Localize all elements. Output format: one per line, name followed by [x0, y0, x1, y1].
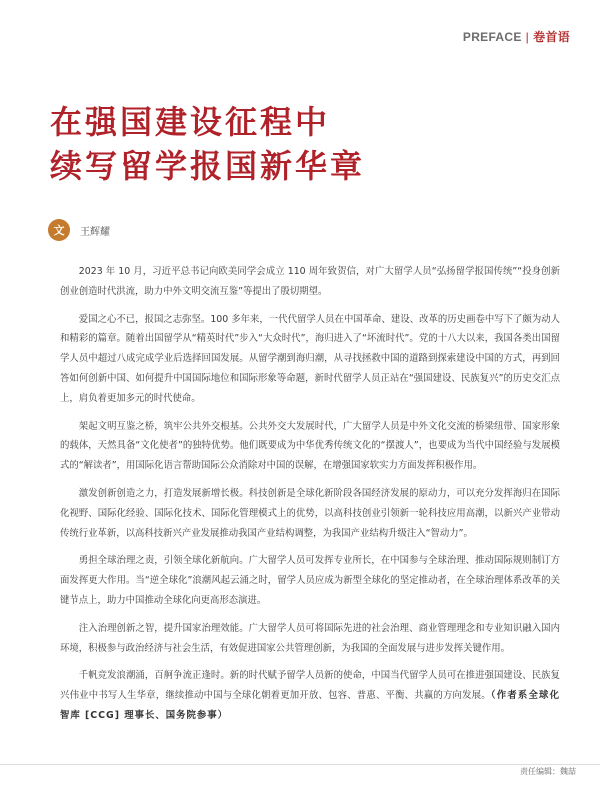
paragraph: 注入治理创新之智，提升国家治理效能。广大留学人员可将国际先进的社会治理、商业管理理念和专业知识融入国内环境，积极参与政治经济与社会生活，有效促进国家公共管理创新，为我国的全面发展与进步发挥关键作用。 — [60, 622, 560, 654]
author-credit: （作者系全球化智库 [CCG] 理事长、国务院参事） — [60, 690, 560, 721]
section-separator: | — [525, 30, 530, 44]
title-line-1: 在强国建设征程中 — [50, 103, 331, 141]
paragraph-final-text: 千帆竞发浪潮涌，百舸争流正逢时。新的时代赋予留学人员新的使命，中国当代留学人员可在推进强国建设、民族复兴伟业中书写人生华章，继续推动中国与全球化朝着更加开放、包容、普惠、平衡、共赢的方向发展。 — [60, 670, 560, 702]
article-body — [60, 262, 560, 726]
paragraph: 激发创新创造之力，打造发展新增长极。科技创新是全球化新阶段各国经济发展的原动力，可以充分发挥海归在国际化视野、国际化经验、国际化技术、国际化管理模式上的优势，以高科技创业引领新一轮科技应用高潮，以新兴产业带动传统行业革新，以高科技新兴产业发展推动我国产业结构调整，为我国产业结构升级注入“智动力”。 — [60, 487, 560, 539]
paragraph: 2023 年 10 月，习近平总书记向欧美同学会成立 110 周年致贺信，对广大留学人员“弘扬留学报国传统”“投身创新创业创造时代洪流，助力中外文明交流互鉴”等提出了殷切期望。 — [60, 266, 560, 297]
footer-editor: 责任编辑：魏喆 — [520, 767, 576, 776]
footer-divider — [0, 764, 600, 765]
paragraph: 架起文明互鉴之桥，筑牢公共外交根基。公共外交大发展时代，广大留学人员是中外文化交流的桥梁纽带、国家形象的载体，天然具备“文化使者”的独特优势。他们既要成为中华优秀传统文化的“摆渡人”，也要成为当代中国经验与发展模式的“解读者”，用国际化语言帮助国际公众消除对中国的误解，在增强国家软实力方面发挥积极作用。 — [60, 420, 560, 472]
paragraph: 勇担全球治理之责，引领全球化新航向。广大留学人员可发挥专业所长，在中国参与全球治理、推动国际规则制订方面发挥更大作用。当“逆全球化”浪潮风起云涌之时，留学人员应成为新型全球化的坚定推动者，在全球治理体系改革的关键节点上，助力中国推动全球化向更高形态演进。 — [60, 555, 560, 606]
section-label-cn: 卷首语 — [533, 30, 570, 44]
author-name: 王辉耀 — [80, 226, 110, 238]
title-line-2: 续写留学报国新华章 — [50, 147, 366, 185]
paragraph: 爱国之心不已，报国之志弥坚。100 多年来，一代代留学人员在中国革命、建设、改革的历史画卷中写下了颇为动人和精彩的篇章。随着出国留学从“精英时代”步入“大众时代”，海归进入了“坏流时代”。党的十八大以来，我国各类出国留学人员中超过八成完成学业后选择回国发展。从留学潮到海归潮，从寻找拯救中国的道路到探索建设中国的方式，再到回答如何创新中国、如何提升中国国际地位和国际形象等命题，新时代留学人员正站在“强国建设、民族复兴”的历史交汇点上，肩负着更加多元的时代使命。 — [60, 313, 560, 404]
author-byline — [48, 218, 110, 242]
paragraph-final — [60, 666, 560, 725]
author-badge-icon: 文 — [48, 219, 70, 241]
section-label-en: PREFACE — [462, 30, 522, 44]
article-title — [50, 100, 365, 188]
section-header — [463, 28, 570, 45]
